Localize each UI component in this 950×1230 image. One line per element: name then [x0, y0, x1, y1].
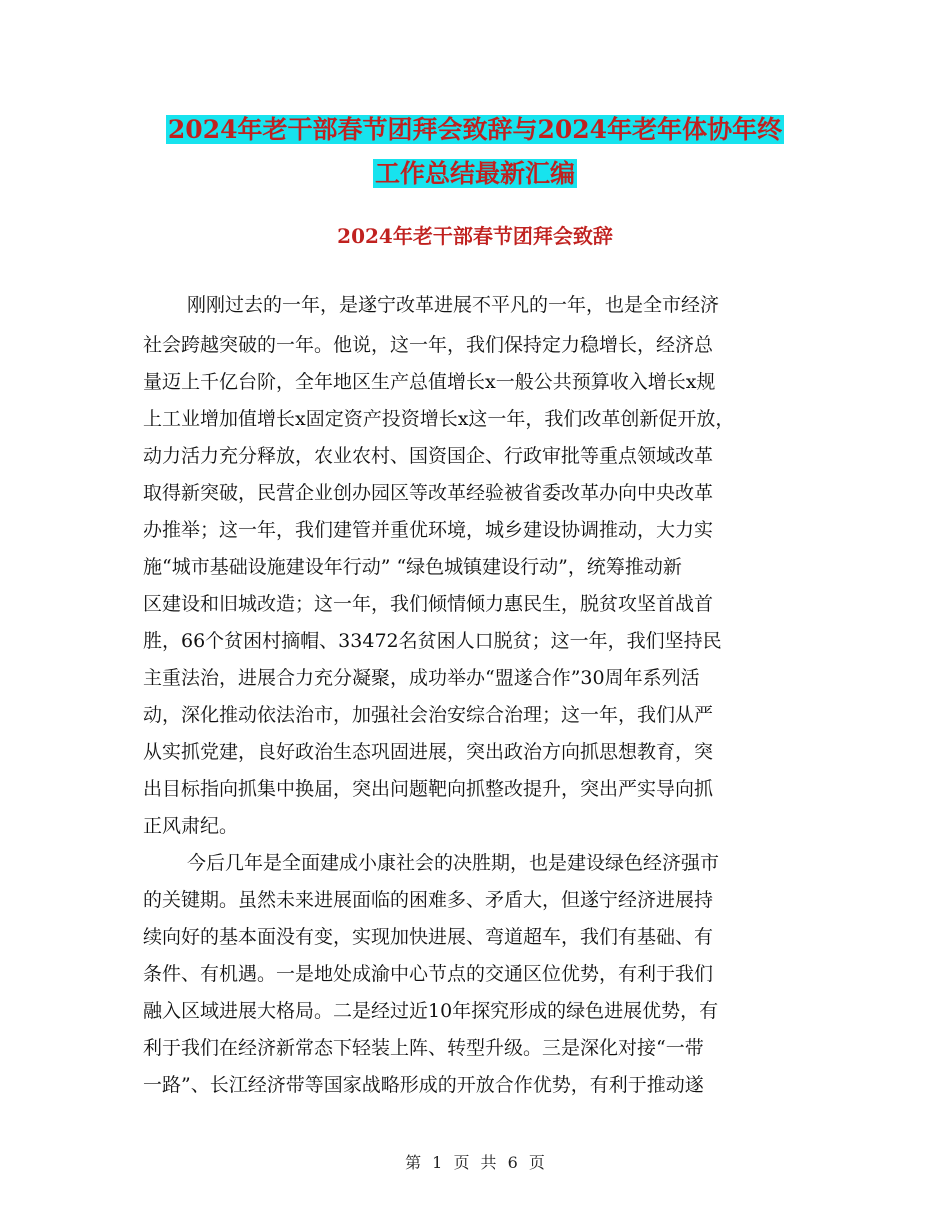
body-line: 今后几年是全面建成小康社会的决胜期，也是建设绿色经济强市 [187, 852, 720, 874]
body-line: 社会跨越突破的一年。他说，这一年，我们保持定力稳增长，经济总 [143, 334, 714, 356]
body-line: 主重法治，进展合力充分凝聚，成功举办“盟遂合作”30周年系列活 [143, 667, 700, 689]
body-line: 取得新突破，民营企业创办园区等改革经验被省委改革办向中央改革 [143, 482, 714, 504]
body-line: 刚刚过去的一年，是遂宁改革进展不平凡的一年，也是全市经济 [187, 294, 720, 316]
body-line: 从实抓党建，良好政治生态巩固进展，突出政治方向抓思想教育，突 [143, 741, 714, 763]
body-line: 量迈上千亿台阶，全年地区生产总值增长x一般公共预算收入增长x规 [143, 371, 716, 393]
body-line: 施“城市基础设施建设年行动” “绿色城镇建设行动”，统筹推动新 [143, 556, 682, 578]
body-line: 动，深化推动依法治市，加强社会治安综合治理；这一年，我们从严 [143, 704, 714, 726]
page-footer: 第 1 页 共 6 页 [405, 1153, 545, 1172]
body-line: 动力活力充分释放，农业农村、国资国企、行政审批等重点领域改革 [143, 445, 714, 467]
body-line: 上工业增加值增长x固定资产投资增长x这一年，我们改革创新促开放， [143, 408, 735, 430]
body-line: 正风肃纪。 [143, 815, 239, 837]
body-line: 出目标指向抓集中换届，突出问题靶向抓整改提升，突出严实导向抓 [143, 778, 714, 800]
body-line: 融入区域进展大格局。二是经过近10年探究形成的绿色进展优势，有 [143, 1000, 719, 1022]
body-line: 的关键期。虽然未来进展面临的困难多、矛盾大，但遂宁经济进展持 [143, 889, 714, 911]
document-title-line-1: 2024年老干部春节团拜会致辞与2024年老年体协年终 [167, 115, 783, 144]
document-title-line-2: 工作总结最新汇编 [374, 159, 575, 188]
body-line: 利于我们在经济新常态下轻装上阵、转型升级。三是深化对接“一带 [143, 1037, 704, 1059]
body-line: 办推举；这一年，我们建管并重优环境，城乡建设协调推动，大力实 [143, 519, 714, 541]
section-title: 2024年老干部春节团拜会致辞 [337, 224, 613, 248]
body-line: 区建设和旧城改造；这一年，我们倾情倾力惠民生，脱贫攻坚首战首 [143, 593, 714, 615]
body-line: 续向好的基本面没有变，实现加快进展、弯道超车，我们有基础、有 [143, 926, 714, 948]
body-line: 条件、有机遇。一是地处成渝中心节点的交通区位优势，有利于我们 [143, 963, 714, 985]
body-line: 胜，66个贫困村摘帽、33472名贫困人口脱贫；这一年，我们坚持民 [143, 630, 722, 652]
body-line: 一路”、长江经济带等国家战略形成的开放合作优势，有利于推动遂 [143, 1074, 704, 1096]
